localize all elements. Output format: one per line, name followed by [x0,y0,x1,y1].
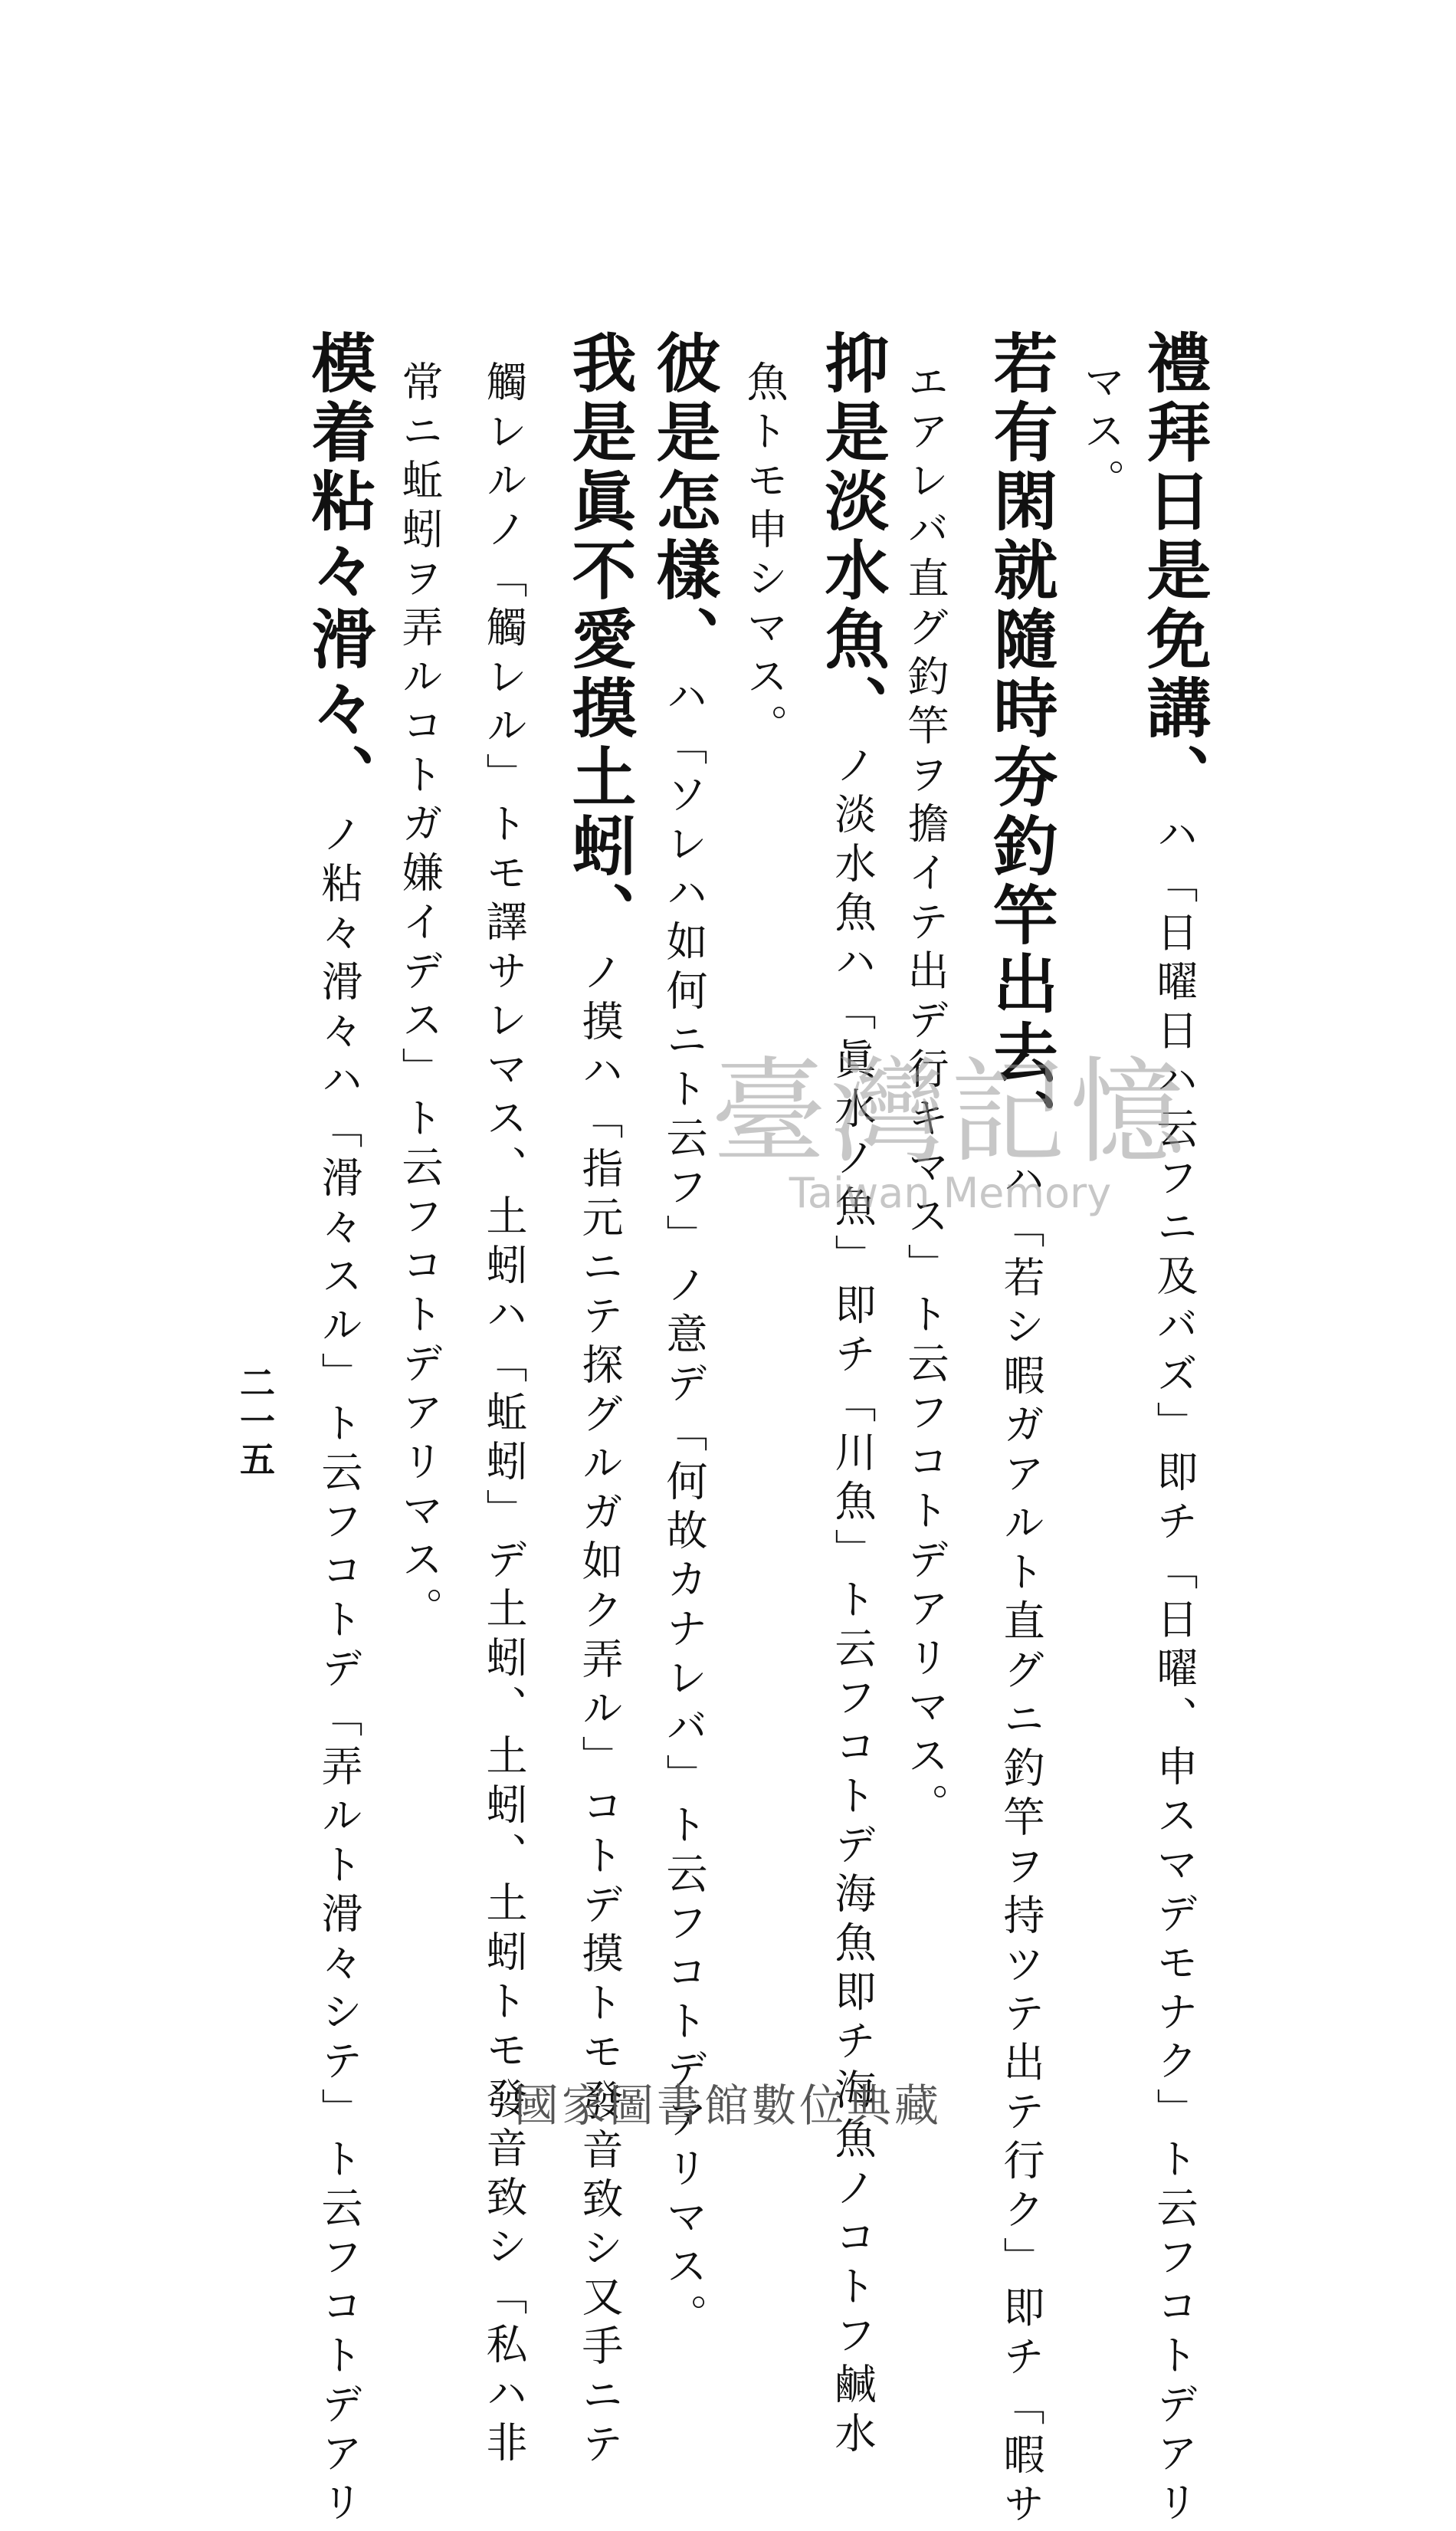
watermark-title: 臺灣記憶 [710,1046,1189,1180]
column-head: 若有閑就隨時夯釣竿出去、 [983,330,1059,1157]
column-gloss: ハ「若シ暇ガアルト直グニ釣竿ヲ持ツテ出テ行ク」即チ「暇サ [997,1157,1045,2531]
column-head: 抑是淡水魚、 [815,330,890,744]
column-gloss: 觸レルノ「觸レル」トモ譯サレマス、土蚓ハ「蚯蚓」デ土蚓、土蚓、土蚓トモ發音致シ「私ハ非 [480,360,528,2470]
text-column-1 [1136,330,1212,2529]
page-number: 二一五 [234,1364,276,1479]
column-gloss: 常ニ蚯蚓ヲ弄ルコトガ嫌イデス」ト云フコトデアリマス。 [395,360,444,1636]
text-column-10 [395,360,444,1636]
column-gloss: ノ淡水魚ハ「眞水ノ魚」即チ「川魚」ト云フコトデ海魚即チ海魚ノコトフ鹹水 [828,744,877,2460]
text-column-7 [646,330,722,2342]
column-head: 我是眞不愛摸土蚓、 [562,330,638,950]
column-head: 彼是怎樣、 [646,330,722,675]
column-gloss: ノ摸ハ「指元ニテ探グルガ如ク弄ル」コトデ摸トモ發音致シ又手ニテ [576,950,624,2471]
column-gloss: マス。 [1077,360,1126,507]
text-column-3 [983,330,1059,2531]
text-column-11 [301,330,377,2529]
column-gloss: エアレバ直グ釣竿ヲ擔イテ出デ行キマス」ト云フコトデアリマス。 [901,360,949,1832]
watermark-subtitle: Taiwan Memory [789,1169,1112,1217]
column-head: 禮拜日是免講、 [1136,330,1212,812]
column-head: 模着粘々滑々、 [301,330,377,812]
footer-caption: 國家圖書館數位典藏 [513,2080,942,2132]
column-gloss: ハ「日曜日ハ云フニ及バズ」即チ「日曜、申スマデモナク」ト云フコトデアリ [1150,812,1199,2529]
column-gloss: ノ粘々滑々ハ「滑々スル」ト云フコトデ「弄ルト滑々シテ」ト云フコトデアリ [315,812,363,2529]
text-column-4 [901,360,949,1832]
text-column-5 [815,330,890,2460]
text-column-9 [480,360,528,2470]
column-gloss: 魚トモ申シマス。 [740,360,789,753]
column-gloss: ハ「ソレハ如何ニト云フ」ノ意デ「何故カナレバ」ト云フコトデアリマス。 [660,675,708,2342]
text-column-8 [562,330,638,2471]
text-column-2 [1077,360,1126,507]
watermark-logo [705,1046,1195,1249]
text-column-6 [740,360,789,753]
